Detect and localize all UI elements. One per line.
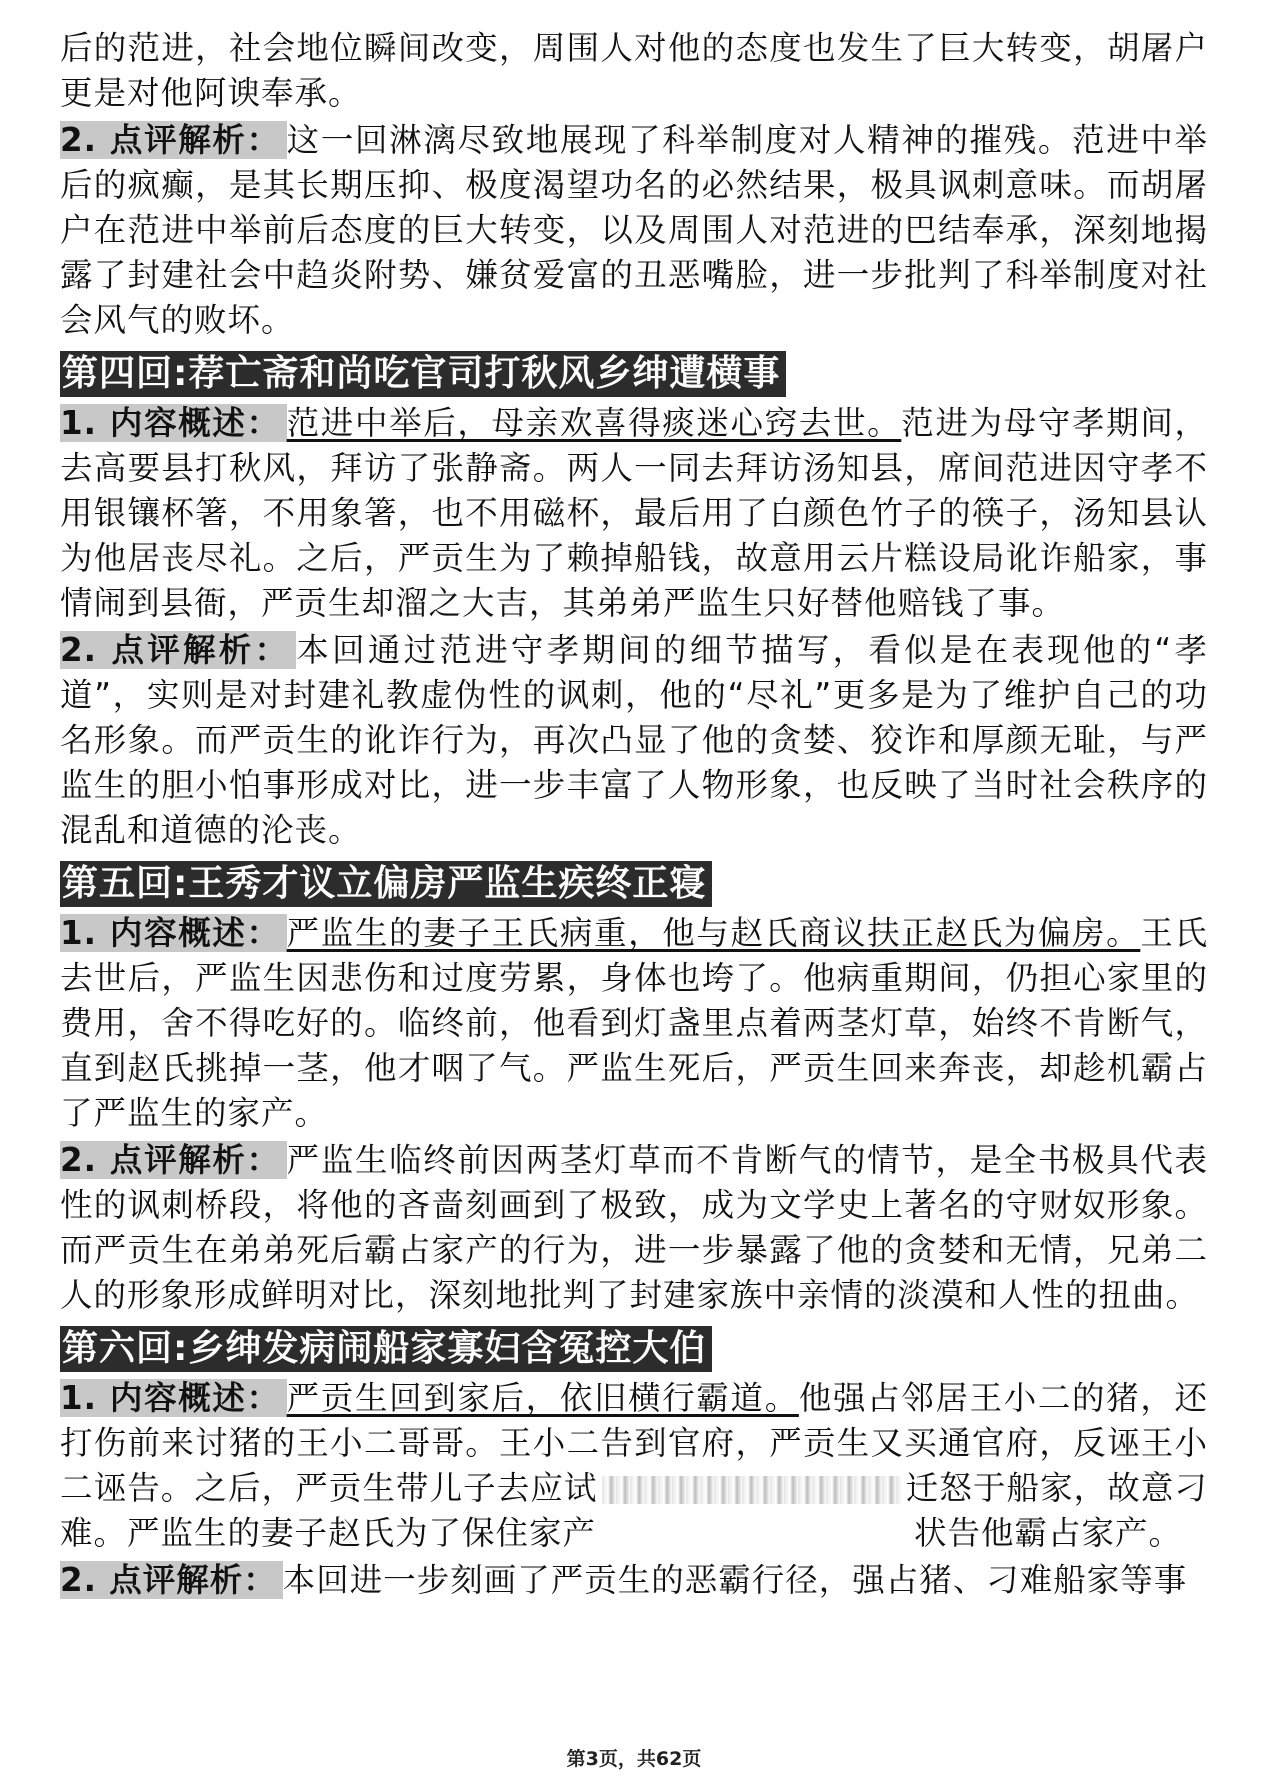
ch5-review-paragraph bbox=[60, 1138, 1208, 1318]
ch5-summary-text: 王氏去世后，严监生因悲伤和过度劳累，身体也垮了。他病重期间，仍担心家里的费用，舍不得吃好的。临终前，他看到灯盏里点着两茎灯草，始终不肯断气，直到赵氏挑掉一茎，他才咽了气。严监生死后，严贡生回来奔丧，却趁机霸占了严监生的家产。 bbox=[60, 914, 1208, 1132]
ch5-review-text: 严监生临终前因两茎灯草而不肯断气的情节，是全书极具代表性的讽刺桥段，将他的吝啬刻画到了极致，成为文学史上著名的守财奴形象。而严贡生在弟弟死后霸占家产的行为，进一步暴露了他的贪婪和无情，兄弟二人的形象形成鲜明对比，深刻地批判了封建家族中亲情的淡漠和人性的扭曲。 bbox=[60, 1141, 1208, 1314]
ch6-summary-label: 1. 内容概述： bbox=[60, 1379, 287, 1417]
ch6-review-label: 2. 点评解析： bbox=[60, 1561, 283, 1599]
page-number-footer: 第3页，共62页 bbox=[566, 1748, 702, 1770]
ch6-summary-text-c: 状告他霸占家产。 bbox=[914, 1514, 1183, 1552]
ch4-summary-paragraph bbox=[60, 401, 1208, 626]
ch4-review-text: 本回通过范进守孝期间的细节描写，看似是在表现他的“孝道”，实则是对封建礼教虚伪性的讽刺，他的“尽礼”更多是为了维护自己的功名形象。而严贡生的讹诈行为，再次凸显了他的贪婪、狡诈和厚颜无耻，与严监生的胆小怕事形成对比，进一步丰富了人物形象，也反映了当时社会秩序的混乱和道德的沦丧。 bbox=[60, 631, 1209, 849]
chapter-4-heading: 第四回:荐亡斋和尚吃官司打秋风乡绅遭横事 bbox=[60, 351, 786, 397]
ch4-summary-text: 范进为母守孝期间，去高要县打秋风，拜访了张静斋。两人一同去拜访汤知县，席间范进因守孝不用银镶杯箸，不用象箸，也不用磁杯，最后用了白颜色竹子的筷子，汤知县认为他居丧尽礼。之后，严贡生为了赖掉船钱，故意用云片糕设局讹诈船家，事情闹到县衙，严贡生却溜之大吉，其弟弟严监生只好替他赔钱了事。 bbox=[60, 404, 1208, 622]
ch4-review-label: 2. 点评解析： bbox=[60, 631, 296, 669]
redaction-mark bbox=[602, 1476, 902, 1504]
ch6-summary-underlined: 严贡生回到家后，依旧横行霸道。 bbox=[286, 1379, 799, 1417]
ch6-review-paragraph bbox=[60, 1558, 1208, 1603]
ch3-review-label: 2. 点评解析： bbox=[60, 121, 287, 159]
ch5-summary-paragraph bbox=[60, 911, 1208, 1136]
ch3-review-text: 这一回淋漓尽致地展现了科举制度对人精神的摧残。范进中举后的疯癫，是其长期压抑、极度渴望功名的必然结果，极具讽刺意味。而胡屠户在范进中举前后态度的巨大转变，以及周围人对范进的巴结奉承，深刻地揭露了封建社会中趋炎附势、嫌贫爱富的丑恶嘴脸，进一步批判了科举制度对社会风气的败坏。 bbox=[60, 121, 1208, 339]
intro-text: 后的范进，社会地位瞬间改变，周围人对他的态度也发生了巨大转变，胡屠户更是对他阿谀奉承。 bbox=[60, 29, 1208, 112]
chapter-6-heading: 第六回:乡绅发病闹船家寡妇含冤控大伯 bbox=[60, 1326, 712, 1372]
ch4-review-paragraph bbox=[60, 628, 1208, 853]
ch6-review-text: 本回进一步刻画了严贡生的恶霸行径，强占猪、刁难船家等事 bbox=[282, 1561, 1188, 1599]
document-page bbox=[60, 26, 1208, 1605]
ch5-summary-underlined: 严监生的妻子王氏病重，他与赵氏商议扶正赵氏为偏房。 bbox=[286, 914, 1141, 952]
chapter-5-heading: 第五回:王秀才议立偏房严监生疾终正寝 bbox=[60, 861, 712, 907]
ch5-review-label: 2. 点评解析： bbox=[60, 1141, 287, 1179]
ch6-summary-text-a: 他强占邻居王小二的猪，还打伤前来讨猪的王小二哥哥。王小二告到官府，严贡生又买通官府，反诬王小二诬告。之后，严贡生带儿子去应试 bbox=[60, 1379, 1208, 1507]
ch3-review-paragraph bbox=[60, 118, 1208, 343]
ch4-summary-label: 1. 内容概述： bbox=[60, 404, 287, 442]
ch6-summary-text-b: 迁怒于船家，故意刁难。严监生的妻子赵氏为了保住家产 bbox=[60, 1469, 1208, 1552]
ch4-summary-underlined: 范进中举后，母亲欢喜得痰迷心窍去世。 bbox=[286, 404, 902, 442]
intro-paragraph bbox=[60, 26, 1208, 116]
ch6-summary-paragraph bbox=[60, 1376, 1208, 1556]
redaction-blank bbox=[600, 1521, 910, 1549]
ch5-summary-label: 1. 内容概述： bbox=[60, 914, 287, 952]
